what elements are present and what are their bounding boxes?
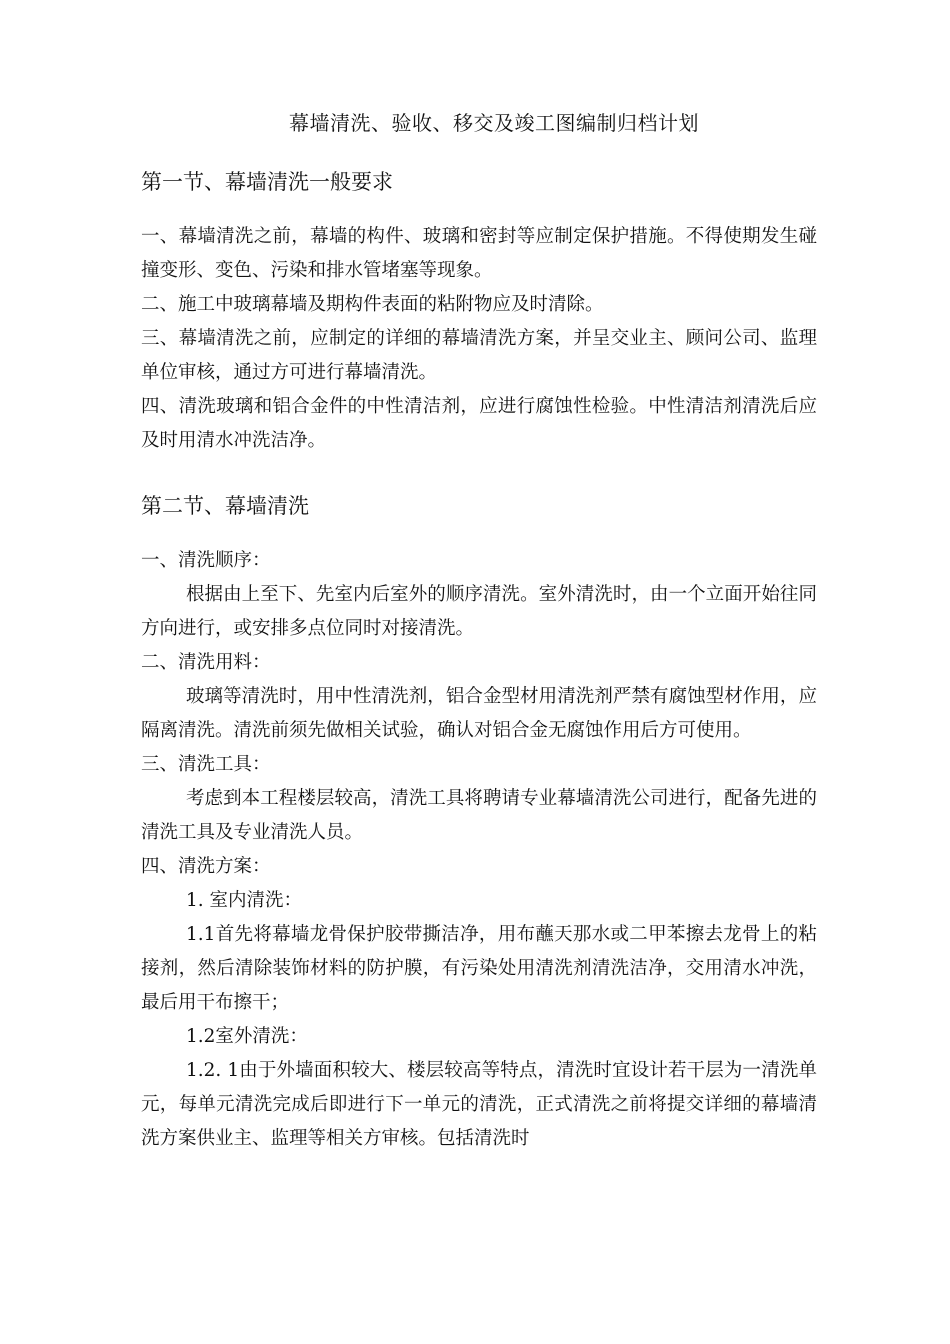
document-title: 幕墙清洗、验收、移交及竣工图编制归档计划 xyxy=(289,111,699,135)
section-2-body xyxy=(141,544,817,1156)
section-1-body xyxy=(141,220,817,458)
section-1-item-2: 二、施工中玻璃幕墙及期构件表面的粘附物应及时清除。 xyxy=(141,294,604,315)
indoor-cleaning-label: 1. 室内清洗： xyxy=(186,890,303,911)
outdoor-cleaning-label: 1.2室外清洗： xyxy=(186,1026,308,1047)
cleaning-tools-text: 考虑到本工程楼层较高，清洗工具将聘请专业幕墙清洗公司进行，配备先进的清洗工具及专业清洗人员。 xyxy=(141,788,817,843)
cleaning-order-label: 一、清洗顺序： xyxy=(141,550,271,571)
section-2-heading: 第二节、幕墙清洗 xyxy=(141,494,309,518)
section-1-item-1: 一、幕墙清洗之前，幕墙的构件、玻璃和密封等应制定保护措施。不得使期发生碰撞变形、变色、污染和排水管堵塞等现象。 xyxy=(141,226,817,281)
cleaning-materials-label: 二、清洗用料： xyxy=(141,652,271,673)
cleaning-tools-label: 三、清洗工具： xyxy=(141,754,271,775)
section-1-item-4: 四、清洗玻璃和铝合金件的中性清洁剂，应进行腐蚀性检验。中性清洁剂清洗后应及时用清水冲洗洁净。 xyxy=(141,396,817,451)
outdoor-cleaning-text: 1.2. 1由于外墙面积较大、楼层较高等特点，清洗时宜设计若干层为一清洗单元，每单元清洗完成后即进行下一单元的清洗，正式清洗之前将提交详细的幕墙清洗方案供业主、监理等相关方审核。包括清洗时 xyxy=(141,1060,817,1149)
section-1-heading: 第一节、幕墙清洗一般要求 xyxy=(141,170,393,194)
section-1-item-3: 三、幕墙清洗之前，应制定的详细的幕墙清洗方案，并呈交业主、顾问公司、监理单位审核，通过方可进行幕墙清洗。 xyxy=(141,328,817,383)
cleaning-order-text: 根据由上至下、先室内后室外的顺序清洗。室外清洗时，由一个立面开始往同方向进行，或安排多点位同时对接清洗。 xyxy=(141,584,817,639)
cleaning-plan-label: 四、清洗方案： xyxy=(141,856,271,877)
cleaning-materials-text: 玻璃等清洗时，用中性清洗剂，铝合金型材用清洗剂严禁有腐蚀型材作用，应隔离清洗。清洗前须先做相关试验，确认对铝合金无腐蚀作用后方可使用。 xyxy=(141,686,817,741)
indoor-cleaning-text: 1.1首先将幕墙龙骨保护胶带撕洁净，用布蘸天那水或二甲苯擦去龙骨上的粘接剂，然后清除装饰材料的防护膜，有污染处用清洗剂清洗洁净，交用清水冲洗，最后用干布擦干； xyxy=(141,924,817,1013)
document-content xyxy=(141,108,817,1156)
